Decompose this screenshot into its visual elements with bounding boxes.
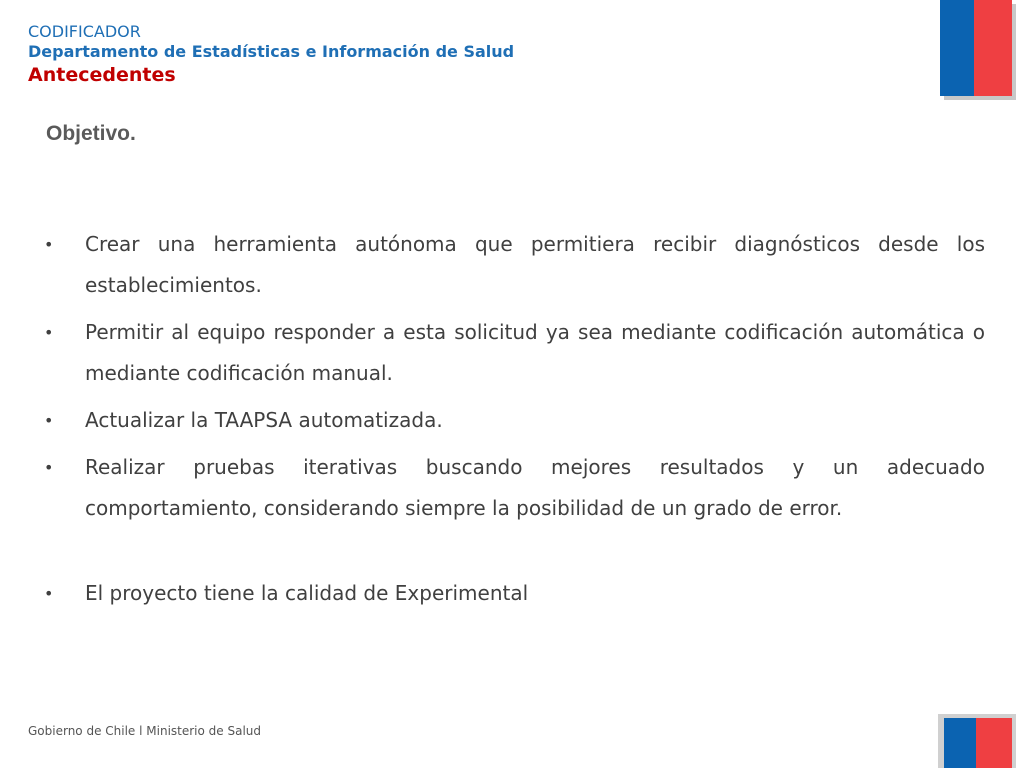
slide-header bbox=[28, 22, 514, 87]
bullet-text: Actualizar la TAAPSA automatizada. bbox=[85, 408, 443, 432]
bullet-item bbox=[40, 224, 985, 306]
bullet-list bbox=[40, 224, 985, 620]
gobierno-logo-top bbox=[940, 0, 1018, 100]
header-department: Departamento de Estadísticas e Información de Salud bbox=[28, 42, 515, 61]
bullet-icon: • bbox=[44, 411, 54, 430]
bullet-text: Crear una herramienta autónoma que permitiera recibir diagnósticos desde los establecimientos. bbox=[85, 232, 985, 297]
bullet-item bbox=[40, 312, 985, 394]
bullet-text: El proyecto tiene la calidad de Experimental bbox=[85, 581, 529, 605]
bullet-item bbox=[40, 573, 985, 614]
bullet-icon: • bbox=[44, 458, 54, 477]
footer-text: Gobierno de Chile l Ministerio de Salud bbox=[28, 724, 262, 738]
bullet-icon: • bbox=[44, 235, 54, 254]
gobierno-logo-bottom bbox=[938, 714, 1018, 768]
logo-red-bar bbox=[974, 0, 1012, 96]
bullet-icon: • bbox=[44, 584, 54, 603]
bullet-icon: • bbox=[44, 323, 54, 342]
slide-subtitle: Objetivo. bbox=[46, 122, 136, 145]
logo-red-bar bbox=[976, 718, 1012, 768]
header-section: Antecedentes bbox=[28, 64, 176, 86]
bullet-item bbox=[40, 400, 985, 441]
bullet-item bbox=[40, 447, 985, 529]
bullet-text: Permitir al equipo responder a esta solicitud ya sea mediante codificación automática o mediante codificación manual. bbox=[85, 320, 985, 385]
logo-blue-bar bbox=[940, 0, 974, 96]
header-title: CODIFICADOR bbox=[28, 22, 141, 41]
logo-blue-bar bbox=[944, 718, 976, 768]
bullet-text: Realizar pruebas iterativas buscando mejores resultados y un adecuado comportamiento, considerando siempre la posibilidad de un grado de error. bbox=[85, 455, 985, 520]
